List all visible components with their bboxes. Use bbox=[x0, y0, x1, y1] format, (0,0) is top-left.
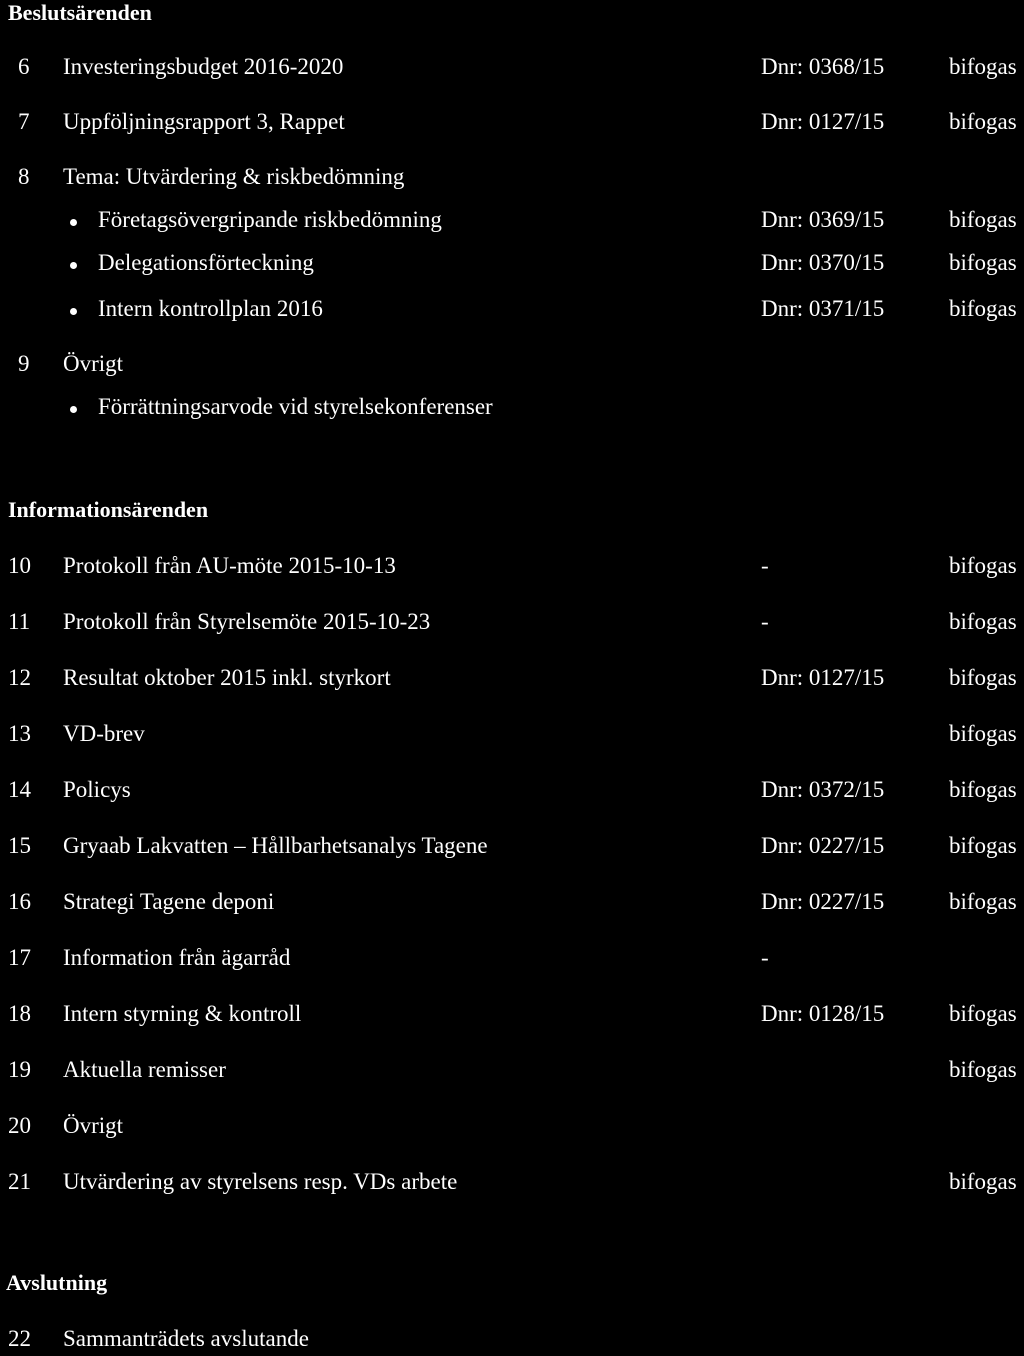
agenda-item-7 bbox=[0, 109, 1024, 139]
item-title: Aktuella remisser bbox=[63, 1057, 226, 1082]
item-title: Policys bbox=[63, 777, 131, 802]
subitem-dnr: Dnr: 0370/15 bbox=[761, 250, 885, 275]
item-number: 14 bbox=[8, 777, 31, 802]
item-number: 11 bbox=[8, 609, 31, 634]
item-number: 19 bbox=[8, 1057, 31, 1082]
agenda-item-11 bbox=[0, 609, 1024, 639]
subitem-dnr: Dnr: 0369/15 bbox=[761, 207, 885, 232]
agenda-item-19 bbox=[0, 1057, 1024, 1087]
agenda-item-13 bbox=[0, 721, 1024, 751]
item-title: Protokoll från Styrelsemöte 2015-10-23 bbox=[63, 609, 431, 634]
item-title: Information från ägarråd bbox=[63, 945, 291, 970]
item-number: 9 bbox=[18, 351, 30, 376]
section-heading-beslutsarenden: Beslutsärenden bbox=[8, 0, 152, 25]
agenda-item-8 bbox=[0, 164, 1024, 194]
subitem-title: Intern kontrollplan 2016 bbox=[98, 296, 323, 321]
item-attachment-status: bifogas bbox=[949, 1057, 1017, 1082]
subitem-title: Delegationsförteckning bbox=[98, 250, 314, 275]
item-dnr: Dnr: 0227/15 bbox=[761, 889, 885, 914]
subitem-attachment-status: bifogas bbox=[949, 250, 1017, 275]
bullet-icon bbox=[70, 219, 77, 226]
item-number: 21 bbox=[8, 1169, 31, 1194]
item-title: Intern styrning & kontroll bbox=[63, 1001, 302, 1026]
bullet-icon bbox=[70, 308, 77, 315]
item-title: Resultat oktober 2015 inkl. styrkort bbox=[63, 665, 391, 690]
subitem-title: Företagsövergripande riskbedömning bbox=[98, 207, 442, 232]
item-attachment-status: bifogas bbox=[949, 721, 1017, 746]
item-number: 20 bbox=[8, 1113, 31, 1138]
item-dnr: Dnr: 0372/15 bbox=[761, 777, 885, 802]
agenda-subitem bbox=[0, 207, 1024, 237]
agenda-subitem bbox=[0, 250, 1024, 280]
item-number: 8 bbox=[18, 164, 30, 189]
item-title: Övrigt bbox=[63, 1113, 124, 1138]
agenda-item-18 bbox=[0, 1001, 1024, 1031]
item-title: VD-brev bbox=[63, 721, 145, 746]
item-title: Uppföljningsrapport 3, Rappet bbox=[63, 109, 345, 134]
item-title: Gryaab Lakvatten – Hållbarhetsanalys Tagene bbox=[63, 833, 488, 858]
subitem-dnr: Dnr: 0371/15 bbox=[761, 296, 885, 321]
item-number: 15 bbox=[8, 833, 31, 858]
item-title: Övrigt bbox=[63, 351, 124, 376]
item-attachment-status: bifogas bbox=[949, 54, 1017, 79]
item-title: Tema: Utvärdering & riskbedömning bbox=[63, 164, 405, 189]
item-attachment-status: bifogas bbox=[949, 609, 1017, 634]
agenda-item-17 bbox=[0, 945, 1024, 975]
agenda-item-12 bbox=[0, 665, 1024, 695]
section-heading-informationsarenden: Informationsärenden bbox=[8, 497, 209, 522]
item-attachment-status: bifogas bbox=[949, 777, 1017, 802]
bullet-icon bbox=[70, 262, 77, 269]
agenda-item-6 bbox=[0, 54, 1024, 84]
agenda-item-10 bbox=[0, 553, 1024, 583]
agenda-subitem bbox=[0, 296, 1024, 326]
item-dnr: Dnr: 0128/15 bbox=[761, 1001, 885, 1026]
item-attachment-status: bifogas bbox=[949, 889, 1017, 914]
agenda-item-21 bbox=[0, 1169, 1024, 1199]
item-dnr: - bbox=[761, 553, 769, 578]
agenda-item-16 bbox=[0, 889, 1024, 919]
item-title: Strategi Tagene deponi bbox=[63, 889, 275, 914]
item-dnr: - bbox=[761, 609, 769, 634]
item-number: 12 bbox=[8, 665, 31, 690]
item-attachment-status: bifogas bbox=[949, 665, 1017, 690]
item-dnr: Dnr: 0127/15 bbox=[761, 109, 885, 134]
subitem-title: Förrättningsarvode vid styrelsekonferenser bbox=[98, 394, 493, 419]
agenda-item-22 bbox=[0, 1326, 1024, 1356]
item-attachment-status: bifogas bbox=[949, 1169, 1017, 1194]
section-heading-avslutning: Avslutning bbox=[6, 1270, 108, 1295]
item-dnr: Dnr: 0227/15 bbox=[761, 833, 885, 858]
item-title: Protokoll från AU-möte 2015-10-13 bbox=[63, 553, 396, 578]
item-attachment-status: bifogas bbox=[949, 833, 1017, 858]
item-attachment-status: bifogas bbox=[949, 1001, 1017, 1026]
agenda-item-9 bbox=[0, 351, 1024, 381]
item-number: 10 bbox=[8, 553, 31, 578]
item-dnr: Dnr: 0368/15 bbox=[761, 54, 885, 79]
agenda-item-20 bbox=[0, 1113, 1024, 1143]
item-number: 16 bbox=[8, 889, 31, 914]
item-number: 22 bbox=[8, 1326, 31, 1351]
item-dnr: Dnr: 0127/15 bbox=[761, 665, 885, 690]
item-number: 18 bbox=[8, 1001, 31, 1026]
agenda-subitem bbox=[0, 394, 1024, 424]
item-number: 13 bbox=[8, 721, 31, 746]
item-title: Sammanträdets avslutande bbox=[63, 1326, 309, 1351]
item-number: 7 bbox=[18, 109, 30, 134]
item-title: Utvärdering av styrelsens resp. VDs arbete bbox=[63, 1169, 458, 1194]
item-title: Investeringsbudget 2016-2020 bbox=[63, 54, 344, 79]
agenda-item-14 bbox=[0, 777, 1024, 807]
bullet-icon bbox=[70, 406, 77, 413]
item-attachment-status: bifogas bbox=[949, 109, 1017, 134]
agenda-item-15 bbox=[0, 833, 1024, 863]
item-attachment-status: bifogas bbox=[949, 553, 1017, 578]
item-number: 6 bbox=[18, 54, 30, 79]
item-number: 17 bbox=[8, 945, 31, 970]
subitem-attachment-status: bifogas bbox=[949, 207, 1017, 232]
item-dnr: - bbox=[761, 945, 769, 970]
subitem-attachment-status: bifogas bbox=[949, 296, 1017, 321]
